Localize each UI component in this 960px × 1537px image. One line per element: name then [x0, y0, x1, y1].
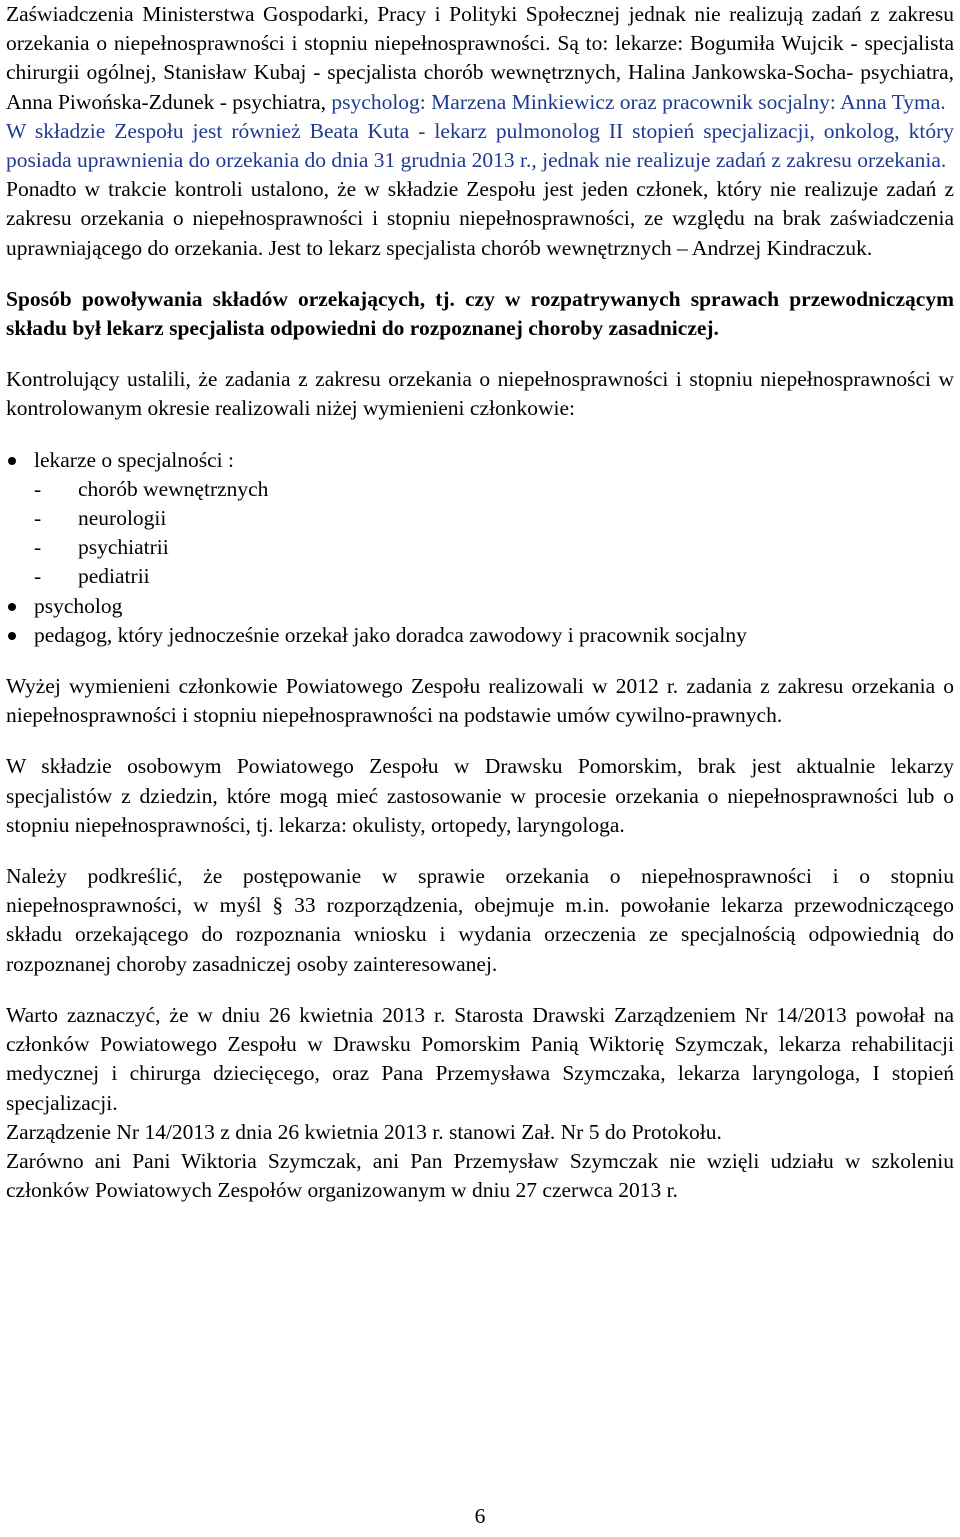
spacer: [6, 840, 954, 862]
list-item: pedagog, który jednocześnie orzekał jako doradca zawodowy i pracownik socjalny: [6, 621, 954, 650]
list-subitem: - pediatrii: [34, 562, 954, 591]
paragraph-members-intro: Kontrolujący ustalili, że zadania z zakresu orzekania o niepełnosprawności i stopniu niepełnosprawności w kontrolowanym okresie realizowali niżej wymienieni członkowie:: [6, 367, 954, 421]
paragraph-new-members: Warto zaznaczyć, że w dniu 26 kwietnia 2013 r. Starosta Drawski Zarządzeniem Nr 14/2013 powołał na członków Powiatowego Zespołu w Drawsku Pomorskim Panią Wiktorię Szymczak, lekarza rehabilitacji medycznej i chirurga dziecięcego, oraz Pana Przemysława Szymczaka, lekarza laryngologa, I stopień specjalizacji.: [6, 1002, 954, 1115]
list-item: psycholog: [6, 592, 954, 621]
paragraph-training: Zarówno ani Pani Wiktoria Szymczak, ani Pan Przemysław Szymczak nie wzięli udziału w szkoleniu członków Powiatowych Zespołów organizowanym w dniu 27 czerwca 2013 r.: [6, 1148, 954, 1203]
section-heading: Sposób powoływania składów orzekających, tj. czy w rozpatrywanych sprawach przewodniczącym składu był lekarz specjalista odpowiedni do rozpoznanej choroby zasadniczej.: [6, 286, 954, 341]
spacer: [6, 263, 954, 285]
paragraph-members-without-certificates: [6, 0, 954, 117]
spacer: [6, 730, 954, 752]
members-list: [6, 446, 954, 650]
list-subitem: - neurologii: [34, 504, 954, 533]
paragraph-ordinance: Zarządzenie Nr 14/2013 z dnia 26 kwietnia 2013 r. stanowi Zał. Nr 5 do Protokołu.: [6, 1119, 722, 1144]
page-number: 6: [474, 1504, 486, 1528]
paragraph-members-blue-text: psycholog: Marzena Minkiewicz oraz pracownik socjalny: Anna Tyma.: [331, 89, 946, 114]
paragraph-control-findings: Ponadto w trakcie kontroli ustalono, że w składzie Zespołu jest jeden członek, który nie realizuje zadań z zakresu orzekania o niepełnosprawności i stopniu niepełnosprawności, ze względu na brak zaświadczenia uprawniającego do orzekania. Jest to lekarz specjalista chorób wewnętrznych – Andrzej Kindraczuk.: [6, 177, 954, 260]
list-item-label: lekarze o specjalności :: [34, 447, 234, 472]
paragraph-beata-kuta: W składzie Zespołu jest również Beata Kuta - lekarz pulmonolog II stopień specjalizacji, onkolog, który posiada uprawnienia do orzekania do dnia 31 grudnia 2013 r., jednak nie realizuje zadań z zakresu orzekania.: [6, 118, 954, 173]
list-subitem: - chorób wewnętrznych: [34, 475, 954, 504]
list-item: [6, 446, 954, 592]
paragraph-missing-specialists: W składzie osobowym Powiatowego Zespołu w Drawsku Pomorskim, brak jest aktualnie lekarzy specjalistów z dziedzin, które mogą mieć zastosowanie w procesie orzekania o niepełnosprawności lub o stopniu niepełnosprawności, tj. lekarza: okulisty, ortopedy, laryngologa.: [6, 754, 954, 837]
specialties-list: [34, 475, 954, 592]
document-page: [6, 0, 954, 1205]
spacer: [6, 650, 954, 672]
spacer: [6, 424, 954, 446]
paragraph-procedure-note: Należy podkreślić, że postępowanie w sprawie orzekania o niepełnosprawności i o stopniu niepełnosprawności, w myśl § 33 rozporządzenia, obejmuje m.in. powołanie lekarza przewodniczącego składu orzekającego do rozpoznania wniosku i wydania orzeczenia ze specjalnością odpowiednią do rozpoznanej choroby zasadniczej osoby zainteresowanej.: [6, 864, 954, 976]
list-subitem: - psychiatrii: [34, 533, 954, 562]
spacer: [6, 979, 954, 1001]
paragraph-civil-contracts: Wyżej wymienieni członkowie Powiatowego Zespołu realizowali w 2012 r. zadania z zakresu orzekania o niepełnosprawności i stopniu niepełnosprawności na podstawie umów cywilno-prawnych.: [6, 674, 954, 728]
paragraph-members-black-text: Zaświadczenia Ministerstwa Gospodarki, Pracy i Polityki Społecznej jednak nie realizują zadań z zakresu orzekania o niepełnosprawności i stopniu niepełnosprawności. Są to: lekarze: Bogumiła Wujcik - specjalista chirurgii ogólnej, Stanisław Kubaj - specjalista chorób wewnętrznych, Halina Jankowska-Socha- psychiatra, Anna Piwońska-Zdunek - psychiatra,: [6, 2, 954, 114]
spacer: [6, 343, 954, 365]
